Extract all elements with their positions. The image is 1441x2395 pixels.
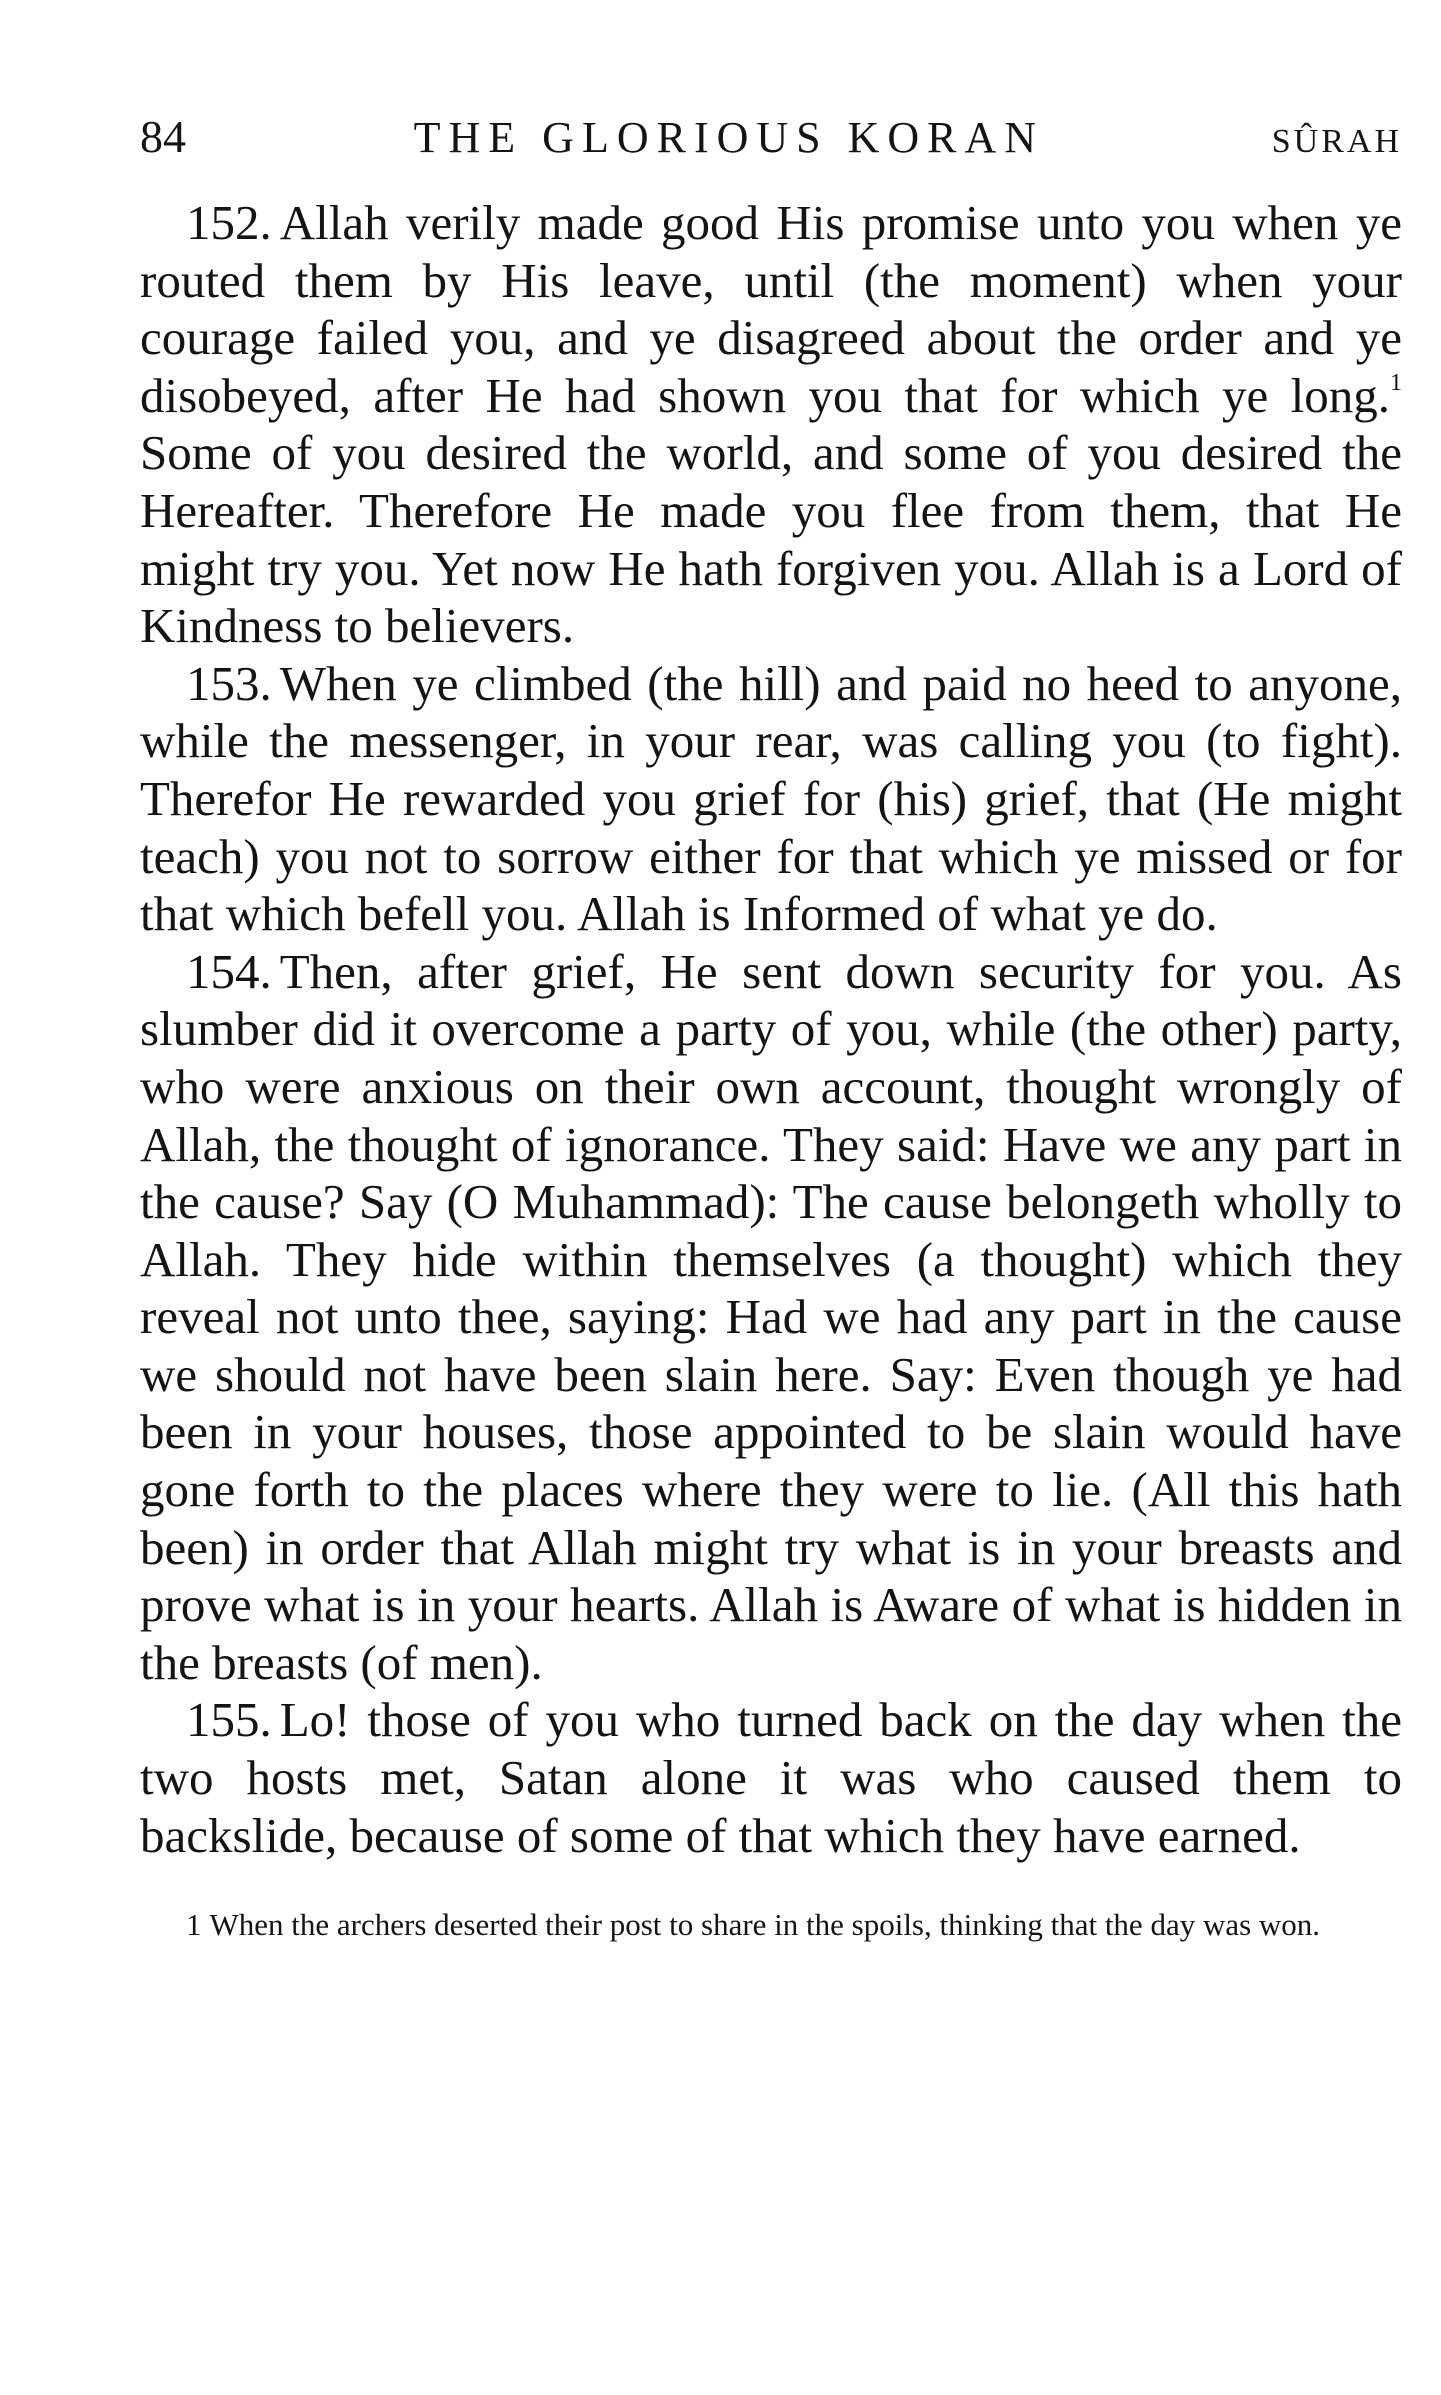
footnote-reference: 1 [1390,369,1402,396]
footnote-text: When the archers deserted their post to share in the spoils, thinking that the day was won. [209,1907,1321,1943]
verse-154 [140,943,1402,1692]
running-title: THE GLORIOUS KORAN [413,113,1045,162]
verse-155 [140,1691,1402,1864]
running-header [140,110,1402,194]
verse-text: Allah verily made good His promise unto you when ye routed them by His leave, until (the moment) when your courage failed you, and ye disagreed about the order and ye disobeyed, after He had shown you that for which ye long. [140,195,1402,423]
page-number: 84 [140,111,186,162]
verse-text-continued: Some of you desired the world, and some of you desired the Hereafter. Therefore He made you flee from them, that He might try you. Yet now He hath forgiven you. Allah is a Lord of Kindness to believers. [140,425,1402,654]
verse-153 [140,655,1402,943]
verse-text: Then, after grief, He sent down security for you. As slumber did it overcome a party of you, while (the other) party, who were anxious on their own account, thought wrongly of Allah, the thought of ignorance. They said: Have we any part in the cause? Say (O Muhammad): The cause belongeth wholly to Allah. They hide within themselves (a thought) which they reveal not unto thee, saying: Had we had any part in the cause we should not have been slain here. Say: Even though ye had been in your houses, those appointed to be slain would have gone forth to the places where they were to lie. (All this hath been) in order that Allah might try what is in your breasts and prove what is in your hearts. Allah is Aware of what is hidden in the breasts (of men). [140,943,1402,1690]
verse-number: 155. [186,1692,272,1748]
verse-number: 152. [186,195,272,250]
verse-number: 154. [186,943,272,999]
verse-text: Lo! those of you who turned back on the day when the two hosts met, Satan alone it was who caused them to backslide, because of some of that which they have earned. [140,1692,1402,1863]
footnote-marker: 1 [186,1907,202,1943]
verse-number: 153. [186,655,272,711]
verse-text: When ye climbed (the hill) and paid no heed to anyone, while the messenger, in your rear, was calling you (to fight). Therefor He rewarded you grief for (his) grief, that (He might teach) you not to sorrow either for that which ye missed or for that which befell you. Allah is Informed of what ye do. [140,655,1402,942]
footnote [140,1904,1402,1946]
verse-152 [140,194,1402,655]
section-label: SÛRAH [1271,123,1402,160]
page [140,110,1402,1977]
